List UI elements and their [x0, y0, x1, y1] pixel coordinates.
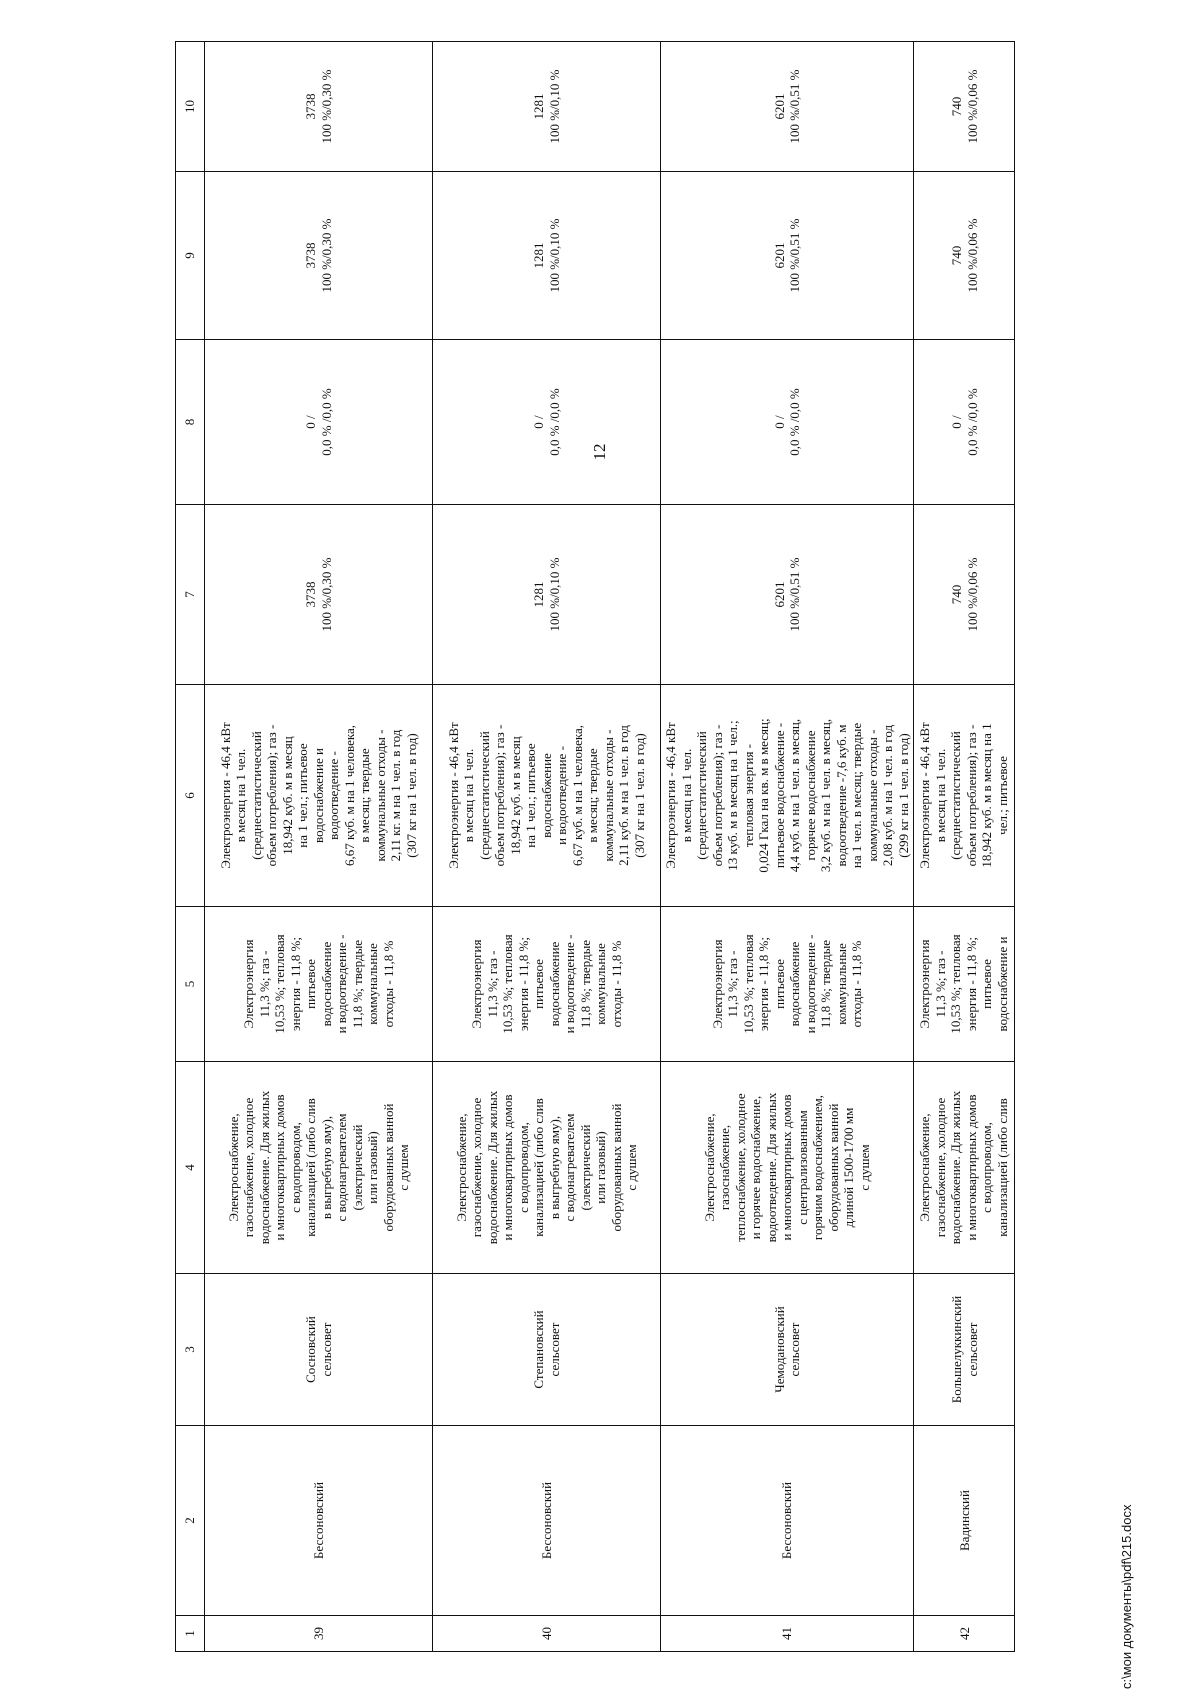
row-number: 42: [914, 1616, 1015, 1652]
value-cell-8: 0 / 0,0 % /0,0 %: [914, 340, 1015, 505]
table-row: [205, 42, 433, 1652]
share-cell: Электроэнергия 11,3 %; газ - 10,53 %; тепловая энергия - 11,8 %; питьевое водоснабжение и: [914, 907, 1015, 1062]
value-cell-8: 0 / 0,0 % /0,0 %: [433, 340, 661, 505]
value-cell-9: 1281 100 %/0,10 %: [433, 172, 661, 340]
tariff-table: [175, 41, 1015, 1652]
table-row: [661, 42, 914, 1652]
table-row: [433, 42, 661, 1652]
value-cell-7: 3738 100 %/0,30 %: [205, 505, 433, 685]
district-cell: Бессоновский: [205, 1426, 433, 1616]
file-path-footer: c:\мои документы\pdf\215.docx: [1119, 1504, 1134, 1689]
rotated-table-page: [175, 42, 1110, 1652]
settlement-cell: Сосновский сельсовет: [205, 1274, 433, 1426]
district-cell: Вадинский: [914, 1426, 1015, 1616]
share-cell: Электроэнергия 11,3 %; газ - 10,53 %; тепловая энергия - 11,8 %; питьевое водоснабжение и водоотведение - 11,8 %; твердые коммунальные отходы - 11,8 %: [205, 907, 433, 1062]
value-cell-10: 6201 100 %/0,51 %: [661, 42, 914, 172]
header-cell: 6: [176, 685, 205, 907]
norms-cell: Электроэнергия - 46,4 кВт в месяц на 1 чел. (среднестатистический объем потребления); газ - 18,942 куб. м в месяц на 1 чел.; питьевое водоснабжение и водоотведение - 6,67 куб. м на 1 человека, в месяц; твердые коммунальные отходы - 2,11 кг. м на 1 чел. в год (307 кг на 1 чел. в год): [205, 685, 433, 907]
value-cell-9: 740 100 %/0,06 %: [914, 172, 1015, 340]
services-cell: Электроснабжение, газоснабжение, теплоснабжение, холодное и горячее водоснабжение, водоотведение. Для жилых и многоквартирных домов с централизованным горячим водоснабжением, оборудованных ванной длиной 1500-1700 мм с душем: [661, 1062, 914, 1274]
share-cell: Электроэнергия 11,3 %; газ - 10,53 %; тепловая энергия - 11,8 %; питьевое водоснабжение и водоотведение - 11,8 %; твердые коммунальные отходы - 11,8 %: [661, 907, 914, 1062]
header-cell: 5: [176, 907, 205, 1062]
value-cell-7: 6201 100 %/0,51 %: [661, 505, 914, 685]
district-cell: Бессоновский: [661, 1426, 914, 1616]
header-cell: 7: [176, 505, 205, 685]
district-cell: Бессоновский: [433, 1426, 661, 1616]
value-cell-10: 740 100 %/0,06 %: [914, 42, 1015, 172]
header-cell: 4: [176, 1062, 205, 1274]
value-cell-10: 1281 100 %/0,10 %: [433, 42, 661, 172]
row-number: 39: [205, 1616, 433, 1652]
value-cell-7: 1281 100 %/0,10 %: [433, 505, 661, 685]
header-cell: 8: [176, 340, 205, 505]
value-cell-7: 740 100 %/0,06 %: [914, 505, 1015, 685]
header-cell: 2: [176, 1426, 205, 1616]
header-cell: 1: [176, 1616, 205, 1652]
header-cell: 10: [176, 42, 205, 172]
row-number: 40: [433, 1616, 661, 1652]
norms-cell: Электроэнергия - 46,4 кВт в месяц на 1 чел. (среднестатистический объем потребления); газ - 18,942 куб. м в месяц на 1 чел.; питьевое: [914, 685, 1015, 907]
row-number: 41: [661, 1616, 914, 1652]
header-cell: 9: [176, 172, 205, 340]
services-cell: Электроснабжение, газоснабжение, холодное водоснабжение. Для жилых и многоквартирных домов с водопроводом, канализацией (либо слив в выгребную яму), с водонагревателем (электрический или газовый) оборудованных ванной с душем: [205, 1062, 433, 1274]
share-cell: Электроэнергия 11,3 %; газ - 10,53 %; тепловая энергия - 11,8 %; питьевое водоснабжение и водоотведение - 11,8 %; твердые коммунальные отходы - 11,8 %: [433, 907, 661, 1062]
settlement-cell: Чемодановский сельсовет: [661, 1274, 914, 1426]
value-cell-8: 0 / 0,0 % /0,0 %: [205, 340, 433, 505]
value-cell-8: 0 / 0,0 % /0,0 %: [661, 340, 914, 505]
value-cell-10: 3738 100 %/0,30 %: [205, 42, 433, 172]
value-cell-9: 6201 100 %/0,51 %: [661, 172, 914, 340]
value-cell-9: 3738 100 %/0,30 %: [205, 172, 433, 340]
services-cell: Электроснабжение, газоснабжение, холодное водоснабжение. Для жилых и многоквартирных домов с водопроводом, канализацией (либо слив: [914, 1062, 1015, 1274]
settlement-cell: Степановский сельсовет: [433, 1274, 661, 1426]
page-number: 12: [590, 443, 609, 461]
table-row: [914, 42, 1015, 1652]
norms-cell: Электроэнергия - 46,4 кВт в месяц на 1 чел. (среднестатистический объем потребления); газ - 18,942 куб. м в месяц на 1 чел.; питьевое водоснабжение и водоотведение - 6,67 куб. м на 1 человека, в месяц; твердые коммунальные отходы - 2,11 куб. м на 1 чел. в год (307 кг на 1 чел. в год): [433, 685, 661, 907]
services-cell: Электроснабжение, газоснабжение, холодное водоснабжение. Для жилых и многоквартирных домов с водопроводом, канализацией (либо слив в выгребную яму), с водонагревателем (электрический или газовый) оборудованных ванной с душем: [433, 1062, 661, 1274]
header-cell: 3: [176, 1274, 205, 1426]
header-row: [176, 42, 205, 1652]
norms-cell: Электроэнергия - 46,4 кВт в месяц на 1 чел. (среднестатистический объем потребления); газ - 13 куб. м в месяц на 1 чел.; тепловая энергия - 0,024 Гкал на кв. м в месяц; питьевое водоснабжение - 4,4 куб. м на 1 чел. в месяц, горячее водоснабжение 3,2 куб. м на 1 чел. в месяц, водоотведение -7,6 куб. м на 1 чел. в месяц; твердые коммунальные отходы - 2,08 куб. м на 1 чел. в год (299 кг на 1 чел. в год): [661, 685, 914, 907]
settlement-cell: Большелуккинский сельсовет: [914, 1274, 1015, 1426]
